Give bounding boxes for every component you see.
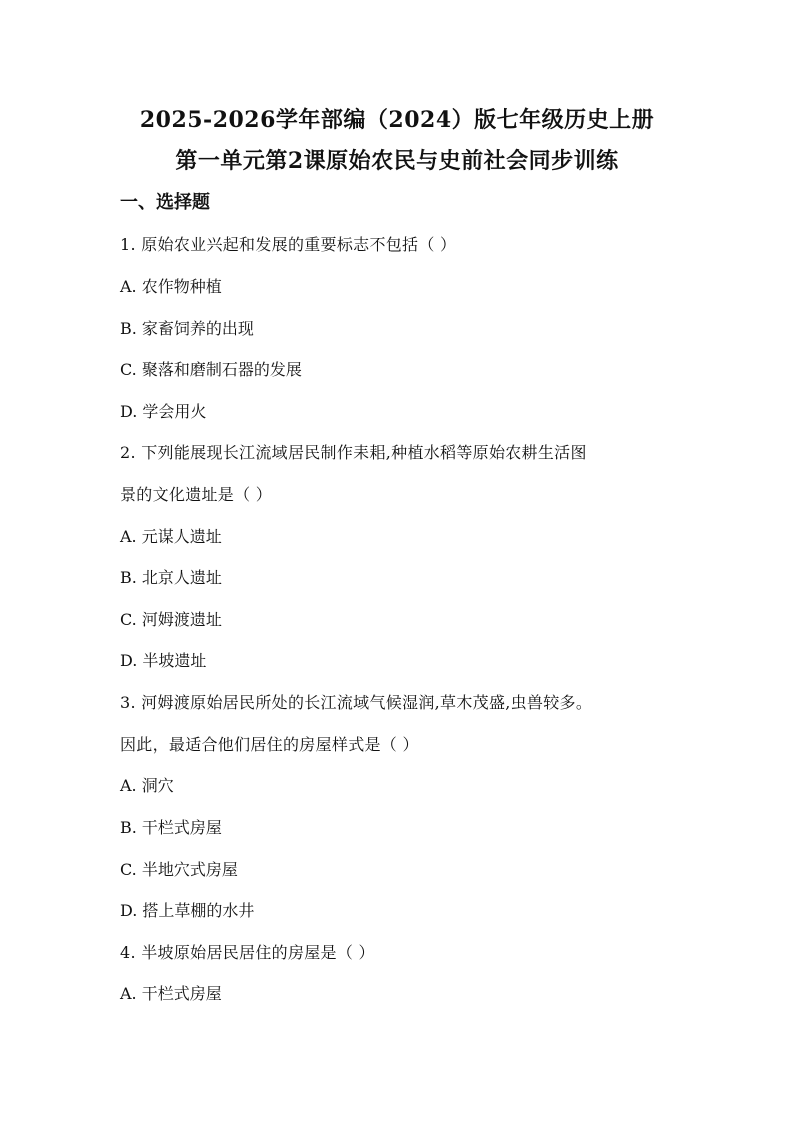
question-1-option-b: B. 家畜饲养的出现 (120, 319, 254, 338)
section-heading: 一、选择题 (120, 192, 210, 213)
question-2-option-c: C. 河姆渡遗址 (120, 610, 222, 629)
document-title-line-1: 2025-2026学年部编（2024）版七年级历史上册 (139, 107, 655, 133)
question-3-option-d: D. 搭上草棚的水井 (120, 901, 255, 920)
document-title-line-2: 第一单元第2课原始农民与史前社会同步训练 (175, 148, 619, 174)
question-3-stem-line-2: 因此，最适合他们居住的房屋样式是（ ） (120, 735, 419, 754)
question-3-stem-line-1: 3. 河姆渡原始居民所处的长江流域气候湿润,草木茂盛,虫兽较多。 (120, 693, 593, 712)
question-1-stem: 1. 原始农业兴起和发展的重要标志不包括（ ） (120, 235, 457, 254)
question-1-option-a: A. 农作物种植 (120, 277, 222, 296)
question-3-option-b: B. 干栏式房屋 (120, 818, 222, 837)
question-2-option-a: A. 元谋人遗址 (120, 527, 222, 546)
question-2-stem-line-2: 景的文化遗址是（ ） (120, 485, 273, 504)
question-2-option-b: B. 北京人遗址 (120, 568, 222, 587)
question-1-option-d: D. 学会用火 (120, 402, 207, 421)
question-2-stem-line-1: 2. 下列能展现长江流域居民制作耒耜,种植水稻等原始农耕生活图 (120, 443, 587, 462)
question-3-option-c: C. 半地穴式房屋 (120, 860, 238, 879)
question-4-stem: 4. 半坡原始居民居住的房屋是（ ） (120, 943, 375, 962)
question-3-option-a: A. 洞穴 (120, 776, 174, 795)
question-1-option-c: C. 聚落和磨制石器的发展 (120, 360, 302, 379)
question-2-option-d: D. 半坡遗址 (120, 651, 207, 670)
question-4-option-a: A. 干栏式房屋 (120, 984, 222, 1003)
